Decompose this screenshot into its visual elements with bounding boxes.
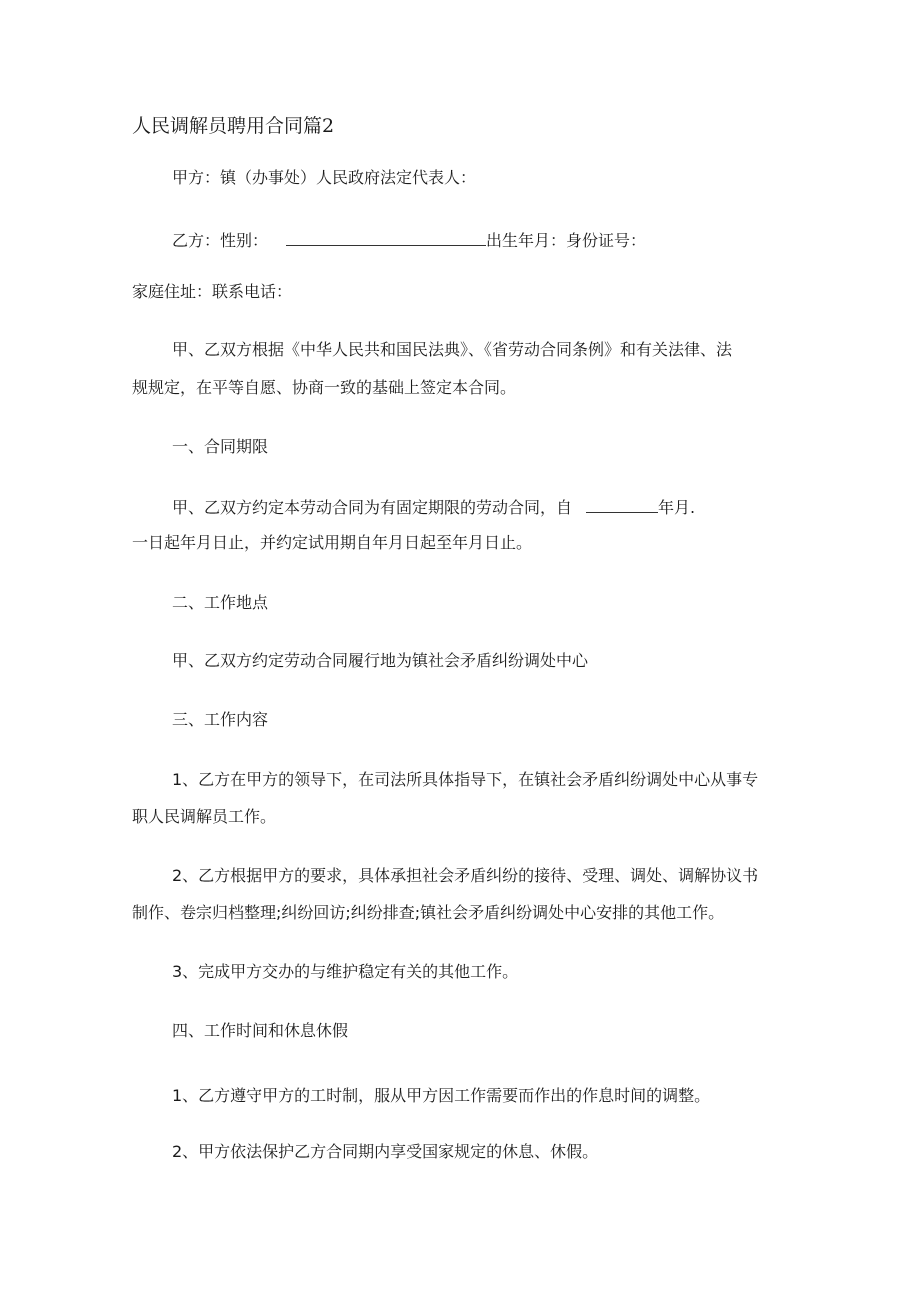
section3-item1-line-2: 职人民调解员工作。 xyxy=(132,807,277,826)
party-a-line: 甲方：镇（办事处）人民政府法定代表人： xyxy=(172,168,477,187)
section1-line1-prefix: 甲、乙双方约定本劳动合同为有固定期限的劳动合同，自 xyxy=(172,498,573,517)
start-date-blank xyxy=(586,496,658,513)
party-b-suffix: 出生年月：身份证号： xyxy=(486,231,647,250)
section1-line-1 xyxy=(172,496,695,518)
section4-heading: 四、工作时间和休息休假 xyxy=(172,1021,349,1040)
section1-line-2: 一日起年月日止，并约定试用期自年月日起至年月日止。 xyxy=(132,533,533,552)
section2-heading: 二、工作地点 xyxy=(172,593,269,612)
intro-line-2: 规规定，在平等自愿、协商一致的基础上签定本合同。 xyxy=(132,378,517,397)
address-line: 家庭住址：联系电话： xyxy=(132,282,293,301)
section3-item1-line-1: 1、乙方在甲方的领导下，在司法所具体指导下，在镇社会矛盾纠纷调处中心从事专 xyxy=(172,770,759,789)
section4-item2: 2、甲方依法保护乙方合同期内享受国家规定的休息、休假。 xyxy=(172,1142,599,1161)
section2-text: 甲、乙双方约定劳动合同履行地为镇社会矛盾纠纷调处中心 xyxy=(172,651,589,670)
section4-item1: 1、乙方遵守甲方的工时制，服从甲方因工作需要而作出的作息时间的调整。 xyxy=(172,1086,711,1105)
section3-item2-line-1: 2、乙方根据甲方的要求，具体承担社会矛盾纠纷的接待、受理、调处、调解协议书 xyxy=(172,866,759,885)
party-b-prefix: 乙方：性别： xyxy=(172,231,269,250)
section3-heading: 三、工作内容 xyxy=(172,710,269,729)
gender-blank xyxy=(286,229,486,246)
party-b-line xyxy=(172,229,646,251)
section3-item2-line-2: 制作、卷宗归档整理;纠纷回访;纠纷排查;镇社会矛盾纠纷调处中心安排的其他工作。 xyxy=(132,903,725,922)
section1-line1-suffix: 年月. xyxy=(658,498,696,517)
section1-heading: 一、合同期限 xyxy=(172,437,269,456)
section3-item3: 3、完成甲方交办的与维护稳定有关的其他工作。 xyxy=(172,962,519,981)
document-title: 人民调解员聘用合同篇2 xyxy=(132,115,335,137)
intro-line-1: 甲、乙双方根据《中华人民共和国民法典》、《省劳动合同条例》和有关法律、法 xyxy=(172,340,733,359)
